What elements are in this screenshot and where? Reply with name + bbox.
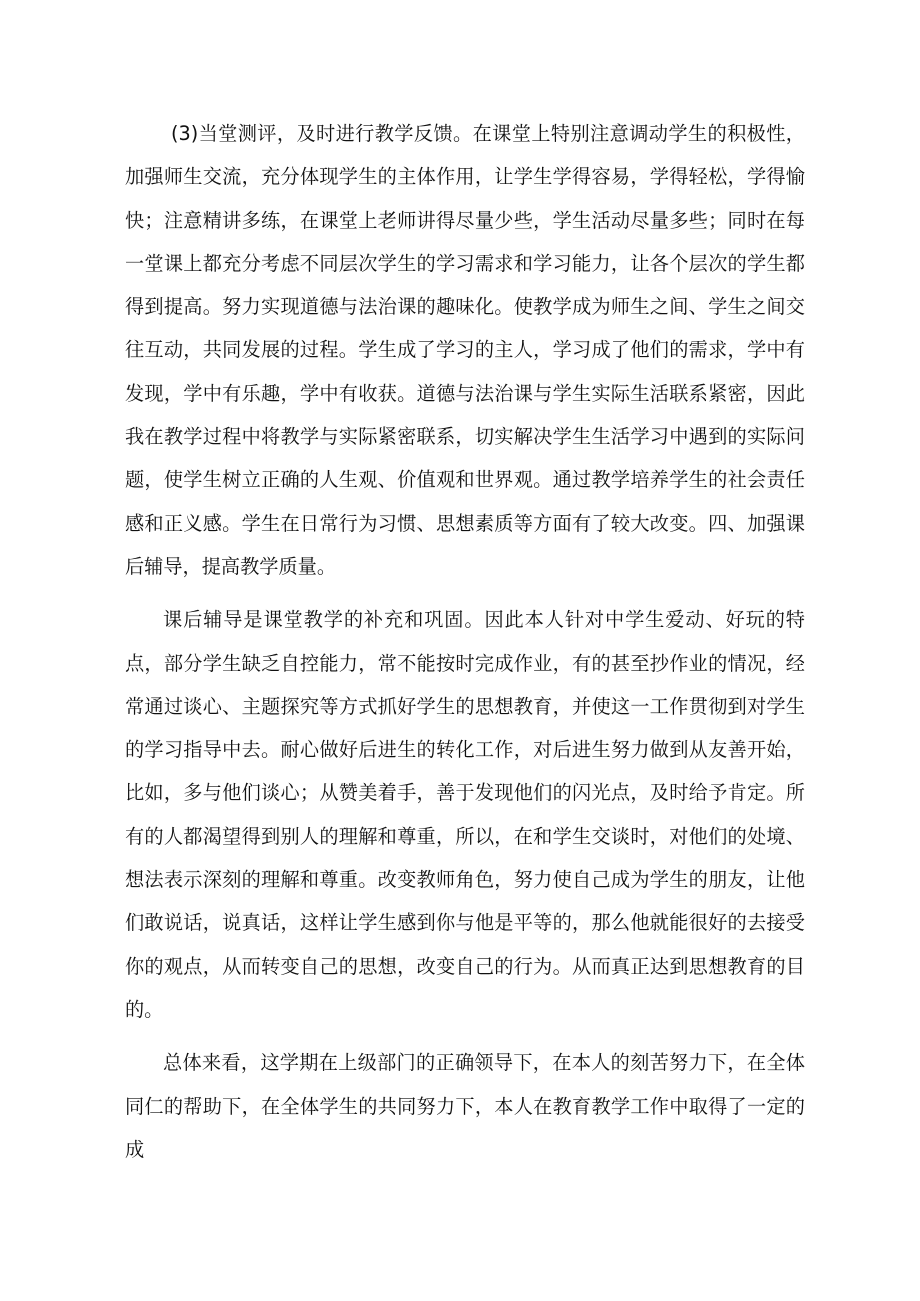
paragraph-classroom-assessment: (3)当堂测评，及时进行教学反馈。在课堂上特别注意调动学生的积极性，加强师生交流，充分体现学生的主体作用，让学生学得容易，学得轻松，学得愉快；注意精讲多练，在课堂上老师讲得尽量少些，学生活动尽量多些；同时在每一堂课上都充分考虑不同层次学生的学习需求和学习能力，让各个层次的学生都得到提高。努力实现道德与法治课的趣味化。使教学成为师生之间、学生之间交往互动，共同发展的过程。学生成了学习的主人，学习成了他们的需求，学中有发现，学中有乐趣，学中有收获。道德与法治课与学生实际生活联系紧密，因此我在教学过程中将教学与实际紧密联系，切实解决学生生活学习中遇到的实际问题，使学生树立正确的人生观、价值观和世界观。通过教学培养学生的社会责任感和正义感。学生在日常行为习惯、思想素质等方面有了较大改变。四、加强课后辅导，提高教学质量。 <box>125 122 805 578</box>
paragraph-after-class-tutoring: 课后辅导是课堂教学的补充和巩固。因此本人针对中学生爱动、好玩的特点，部分学生缺乏自控能力，常不能按时完成作业，有的甚至抄作业的情况，经常通过谈心、主题探究等方式抓好学生的思想教育，并使这一工作贯彻到对学生的学习指导中去。耐心做好后进生的转化工作，对后进生努力做到从友善开始，比如，多与他们谈心；从赞美着手，善于发现他们的闪光点，及时给予肯定。所有的人都渴望得到别人的理解和尊重，所以，在和学生交谈时，对他们的处境、想法表示深刻的理解和尊重。改变教师角色，努力使自己成为学生的朋友，让他们敢说话，说真话，这样让学生感到你与他是平等的，那么他就能很好的去接受你的观点，从而转变自己的思想，改变自己的行为。从而真正达到思想教育的目的。 <box>125 608 805 1021</box>
paragraph-summary: 总体来看，这学期在上级部门的正确领导下，在本人的刻苦努力下，在全体同仁的帮助下，在全体学生的共同努力下，本人在教育教学工作中取得了一定的成 <box>125 1051 805 1161</box>
document-body <box>125 112 805 1181</box>
